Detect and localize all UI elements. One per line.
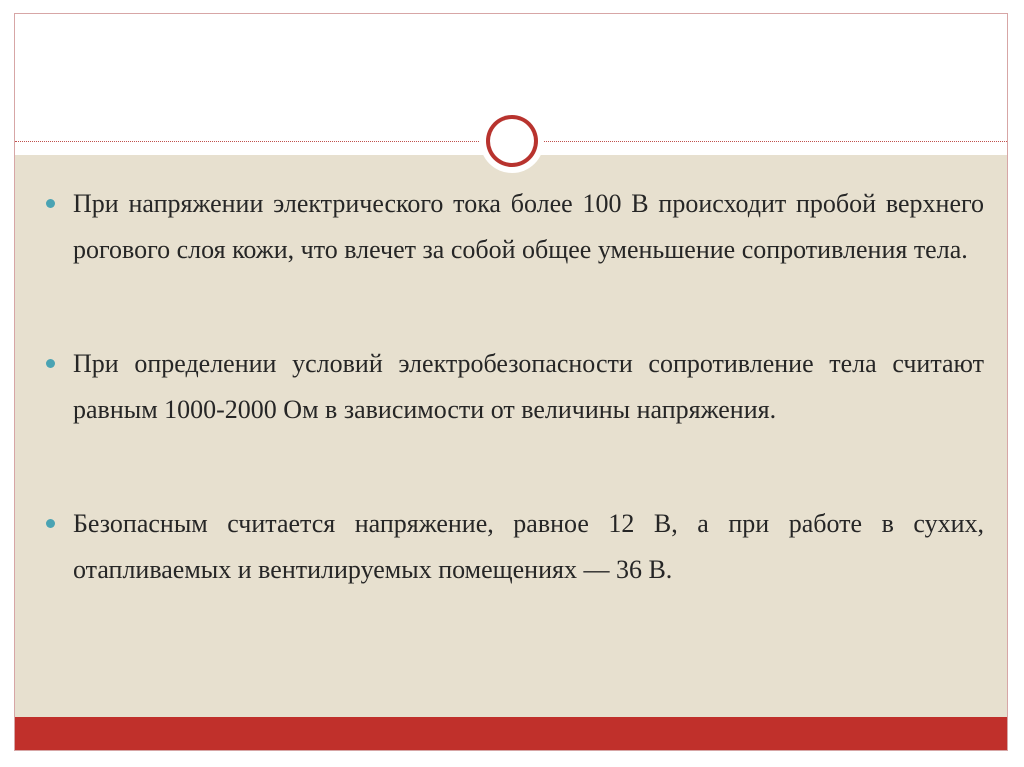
- bullet-list: [44, 181, 984, 593]
- circle-ring-center: [490, 119, 534, 163]
- bullet-dot-icon: [46, 359, 55, 368]
- bullet-text: При напряжении электрического тока более 100 В происходит пробой верхнего рогового слоя кожи, что влечет за собой общее уменьшение сопротивления тела.: [73, 189, 984, 264]
- bullet-text: Безопасным считается напряжение, равное 12 В, а при работе в сухих, отапливаемых и вентилируемых помещениях — 36 В.: [73, 509, 984, 584]
- bullet-item: [44, 341, 984, 433]
- bullet-item: [44, 181, 984, 273]
- bullet-dot-icon: [46, 199, 55, 208]
- footer-bar: [15, 717, 1007, 750]
- bullet-dot-icon: [46, 519, 55, 528]
- bullet-item: [44, 501, 984, 593]
- bullet-text: При определении условий электробезопасности сопротивление тела считают равным 1000-2000 Ом в зависимости от величины напряжения.: [73, 349, 984, 424]
